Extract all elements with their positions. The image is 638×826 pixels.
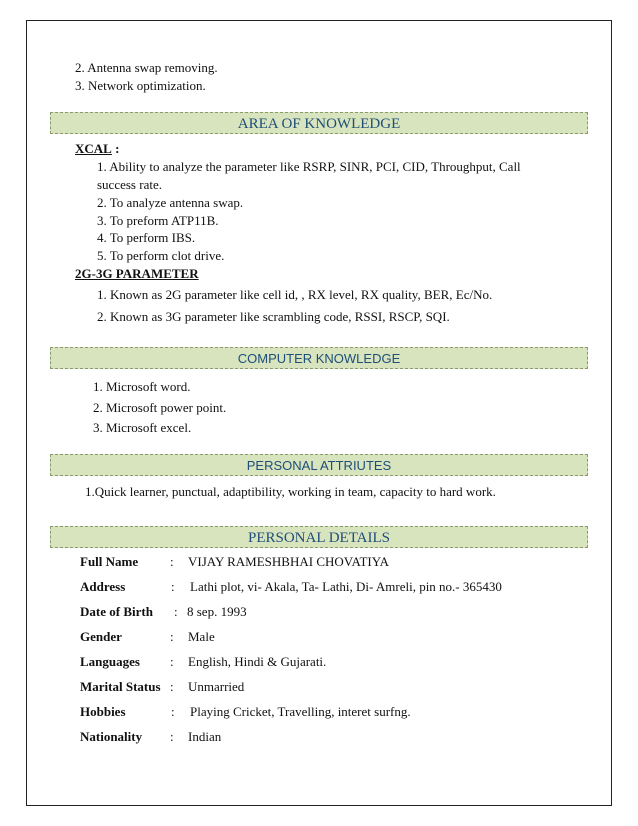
- list-item: 1. Ability to analyze the parameter like RSRP, SINR, PCI, CID, Throughput, Call: [97, 159, 521, 174]
- list-item: 1. Known as 2G parameter like cell id, , RX level, RX quality, BER, Ec/No.: [97, 287, 493, 302]
- detail-label: Date of Birth: [80, 604, 153, 619]
- detail-colon: :: [170, 629, 174, 644]
- detail-label: Nationality: [80, 729, 143, 744]
- detail-value: Playing Cricket, Travelling, interet surfng.: [190, 704, 411, 719]
- list-item: success rate.: [97, 177, 162, 192]
- attributes-text: 1.Quick learner, punctual, adaptibility, working in team, capacity to hard work.: [85, 484, 496, 499]
- detail-label: Gender: [80, 629, 122, 644]
- section-heading: PERSONAL ATTRIUTES: [246, 458, 392, 473]
- list-item: 2. To analyze antenna swap.: [97, 195, 244, 210]
- detail-value: 8 sep. 1993: [187, 604, 247, 619]
- xcal-heading: [75, 141, 119, 157]
- detail-label: Hobbies: [80, 704, 126, 719]
- computer-knowledge-banner: [50, 347, 588, 369]
- detail-colon: :: [171, 704, 175, 719]
- section-heading: AREA OF KNOWLEDGE: [237, 116, 401, 132]
- list-item: 2. Microsoft power point.: [93, 400, 227, 415]
- list-item: 4. To perform IBS.: [97, 230, 196, 245]
- detail-value: Indian: [188, 729, 222, 744]
- list-item: 2. Antenna swap removing.: [75, 60, 218, 75]
- detail-colon: :: [170, 554, 174, 569]
- detail-label: Languages: [80, 654, 140, 669]
- detail-colon: :: [170, 729, 174, 744]
- detail-value: Unmarried: [188, 679, 245, 694]
- xcal-label: XCAL: [75, 141, 112, 156]
- detail-label: Marital Status: [80, 679, 161, 694]
- detail-label: Address: [80, 579, 126, 594]
- list-item: 3. To preform ATP11B.: [97, 213, 219, 228]
- detail-colon: :: [170, 654, 174, 669]
- personal-attributes-banner: [50, 454, 588, 476]
- detail-value: English, Hindi & Gujarati.: [188, 654, 327, 669]
- personal-details-banner: [50, 526, 588, 548]
- area-of-knowledge-banner: [50, 112, 588, 134]
- list-item: 3. Microsoft excel.: [93, 420, 192, 435]
- section-heading: COMPUTER KNOWLEDGE: [237, 351, 401, 366]
- detail-colon: :: [174, 604, 178, 619]
- list-item: 1. Microsoft word.: [93, 379, 191, 394]
- detail-colon: :: [170, 679, 174, 694]
- list-item: 2. Known as 3G parameter like scrambling code, RSSI, RSCP, SQI.: [97, 309, 450, 324]
- list-item: 3. Network optimization.: [75, 78, 206, 93]
- detail-value: VIJAY RAMESHBHAI CHOVATIYA: [188, 554, 390, 569]
- detail-label: Full Name: [80, 554, 139, 569]
- parameter-heading: 2G-3G PARAMETER: [75, 266, 199, 281]
- detail-value: Male: [188, 629, 215, 644]
- detail-value: Lathi plot, vi- Akala, Ta- Lathi, Di- Amreli, pin no.- 365430: [190, 579, 502, 594]
- section-heading: PERSONAL DETAILS: [248, 530, 390, 546]
- detail-colon: :: [171, 579, 175, 594]
- list-item: 5. To perform clot drive.: [97, 248, 225, 263]
- xcal-colon: :: [115, 141, 120, 156]
